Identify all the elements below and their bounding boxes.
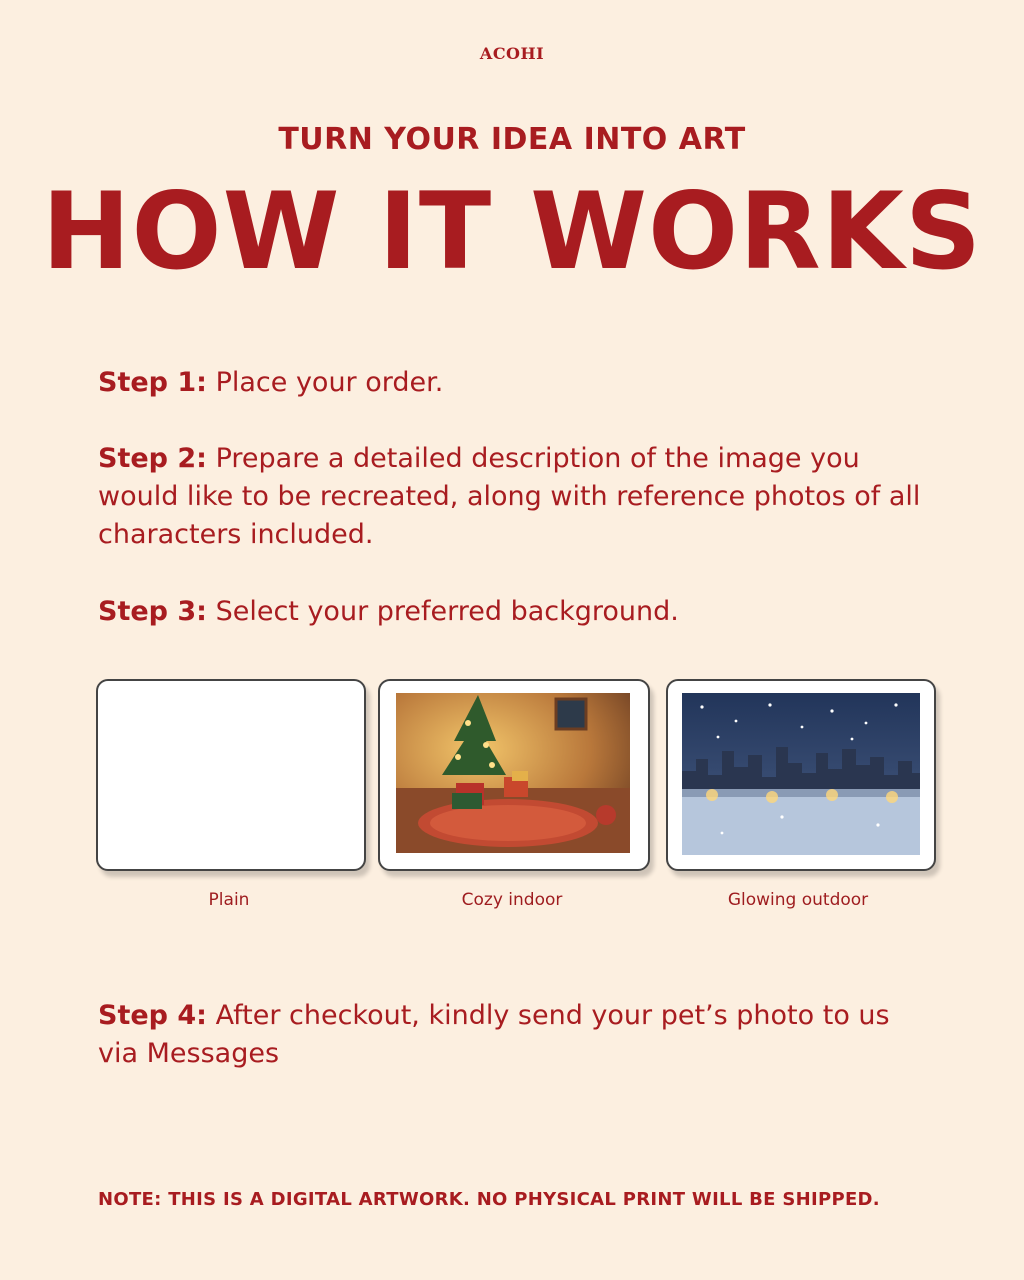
page-subtitle: TURN YOUR IDEA INTO ART — [278, 122, 746, 157]
background-option-cozy-indoor[interactable] — [378, 679, 650, 871]
step-2-text: Prepare a detailed description of the image you would like to be recreated, along with reference photos of all characters included. — [98, 443, 921, 550]
step-1-text: Place your order. — [215, 367, 444, 398]
brand-logo: ACOHI — [479, 44, 545, 63]
glowing-outdoor-image — [682, 693, 920, 855]
step-1-label: Step 1: — [98, 367, 207, 398]
step-3-label: Step 3: — [98, 596, 207, 627]
caption-glowing-outdoor: Glowing outdoor — [727, 890, 869, 910]
step-1 — [98, 364, 938, 402]
step-2-label: Step 2: — [98, 443, 207, 474]
digital-artwork-note: NOTE: THIS IS A DIGITAL ARTWORK. NO PHYSICAL PRINT WILL BE SHIPPED. — [98, 1189, 880, 1210]
background-option-plain[interactable] — [96, 679, 366, 871]
step-4-text: After checkout, kindly send your pet’s photo to us via Messages — [98, 1000, 890, 1069]
step-2 — [98, 440, 938, 554]
step-3-text: Select your preferred background. — [215, 596, 679, 627]
step-4 — [98, 997, 938, 1073]
step-4-label: Step 4: — [98, 1000, 207, 1031]
step-3 — [98, 593, 938, 631]
cozy-indoor-image — [396, 693, 630, 853]
page-title: HOW IT WORKS — [41, 170, 983, 293]
background-option-glowing-outdoor[interactable] — [666, 679, 936, 871]
caption-plain: Plain — [208, 890, 250, 910]
caption-cozy-indoor: Cozy indoor — [461, 890, 563, 910]
